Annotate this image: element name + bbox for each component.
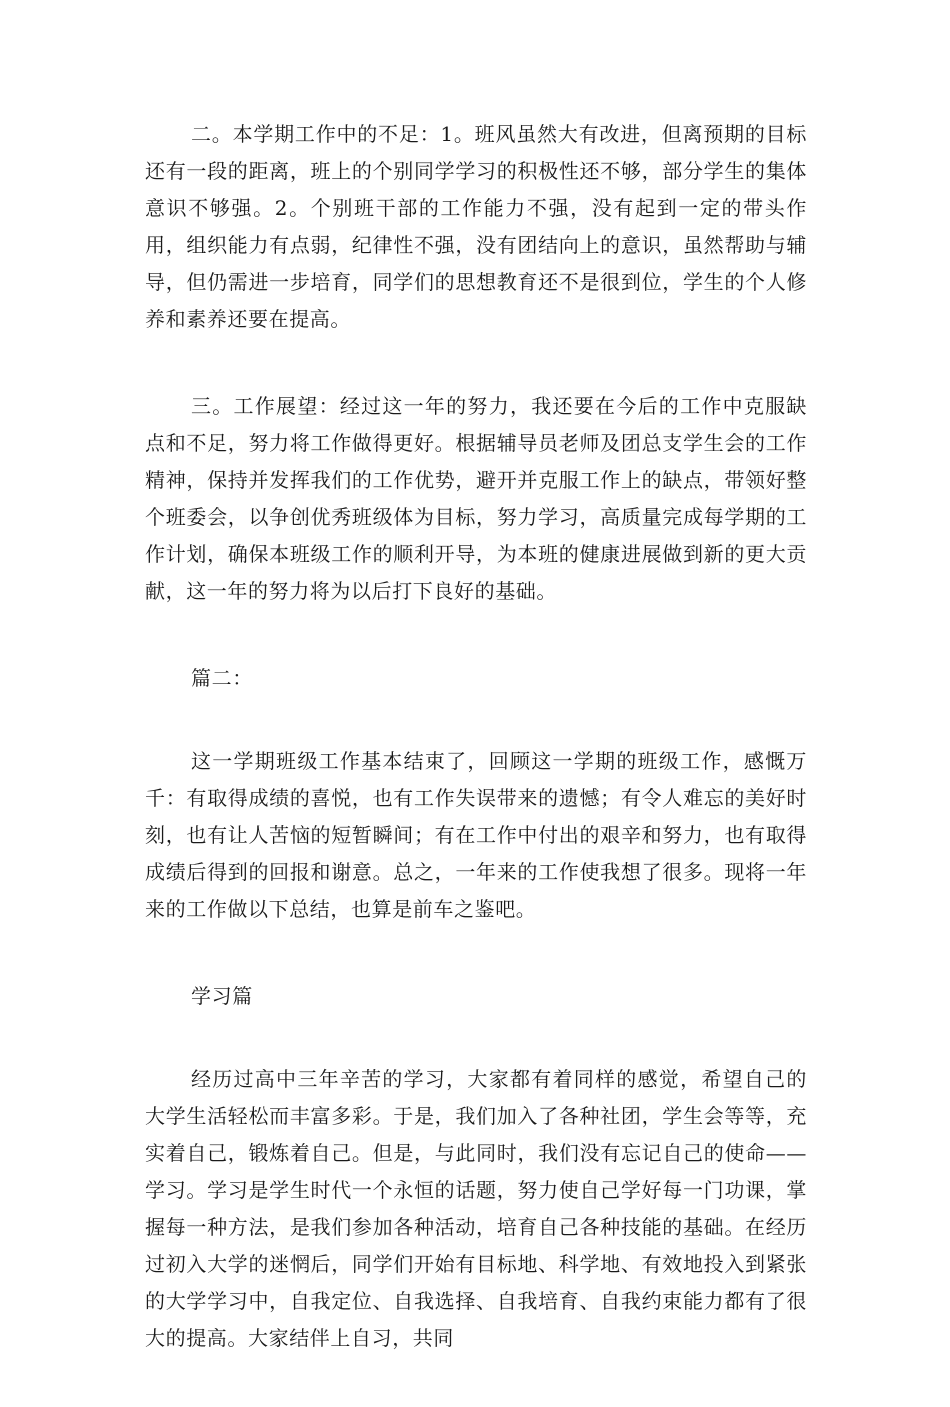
document-body — [145, 116, 807, 1407]
section-heading-study: 学习篇 — [191, 984, 253, 1008]
paragraph-semester-review: 这一学期班级工作基本结束了，回顾这一学期的班级工作，感慨万千：有取得成绩的喜悦，也有工作失误带来的遗憾；有令人难忘的美好时刻，也有让人苦恼的短暂瞬间；有在工作中付出的艰辛和努力，也有取得成绩后得到的回报和谢意。总之，一年来的工作使我想了很多。现将一年来的工作做以下总结，也算是前车之鉴吧。 — [145, 749, 807, 921]
paragraph-shortcomings: 二。本学期工作中的不足：1。班风虽然大有改进，但离预期的目标还有一段的距离，班上的个别同学学习的积极性还不够，部分学生的集体意识不够强。2。个别班干部的工作能力不强，没有起到一定的带头作用，组织能力有点弱，纪律性不强，没有团结向上的意识，虽然帮助与辅导，但仍需进一步培育，同学们的思想教育还不是很到位，学生的个人修养和素养还要在提高。 — [145, 122, 807, 331]
section-heading-part-two: 篇二： — [191, 666, 253, 690]
paragraph-study: 经历过高中三年辛苦的学习，大家都有着同样的感觉，希望自己的大学生活轻松而丰富多彩。于是，我们加入了各种社团，学生会等等，充实着自己，锻炼着自己。但是，与此同时，我们没有忘记自己的使命——学习。学习是学生时代一个永恒的话题，努力使自己学好每一门功课，掌握每一种方法，是我们参加各种活动，培育自己各种技能的基础。在经历过初入大学的迷惘后，同学们开始有目标地、科学地、有效地投入到紧张的大学学习中，自我定位、自我选择、自我培育、自我约束能力都有了很大的提高。大家结伴上自习，共同 — [145, 1067, 807, 1350]
paragraph-outlook: 三。工作展望：经过这一年的努力，我还要在今后的工作中克服缺点和不足，努力将工作做得更好。根据辅导员老师及团总支学生会的工作精神，保持并发挥我们的工作优势，避开并克服工作上的缺点，带领好整个班委会，以争创优秀班级体为目标，努力学习，高质量完成每学期的工作计划，确保本班级工作的顺利开导，为本班的健康进展做到新的更大贡献，这一年的努力将为以后打下良好的基础。 — [145, 394, 807, 603]
